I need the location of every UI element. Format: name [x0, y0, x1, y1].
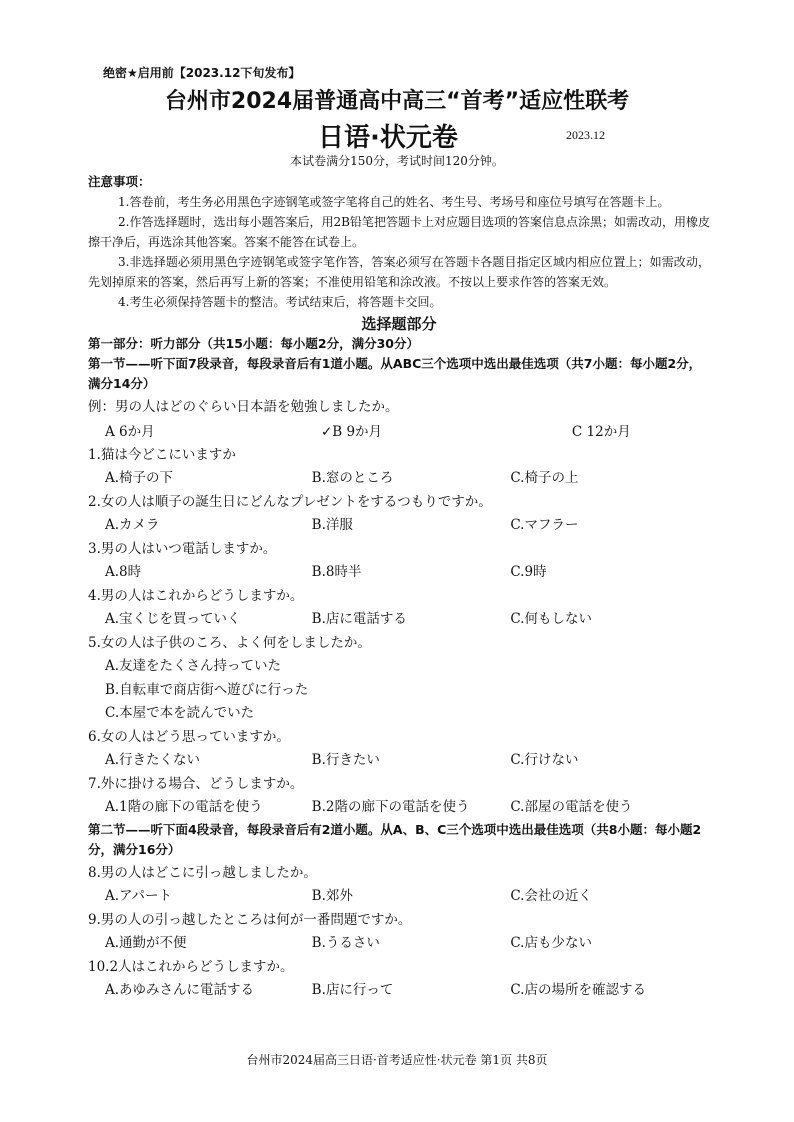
- q7-option-c: C.部屋の電話を使う: [510, 799, 633, 815]
- q9-option-a: A.通勤が不便: [105, 935, 187, 951]
- q6-option-b: B.行きたい: [311, 752, 380, 768]
- confidential-label: 绝密★启用前【2023.12下旬发布】: [103, 66, 301, 80]
- q6-option-c: C.行けない: [510, 752, 579, 768]
- question-8: 8.男の人はどこに引っ越しましたか。: [88, 864, 317, 881]
- question-10: 10.2人はこれからどうしますか。: [88, 958, 294, 975]
- exam-date: 2023.12: [566, 128, 605, 142]
- q4-option-b: B.店に電話する: [311, 611, 407, 627]
- example-option-c: C 12か月: [571, 423, 631, 440]
- q8-option-c: C.会社の近く: [510, 888, 592, 904]
- q7-option-a: A.1階の廊下の電話を使う: [105, 799, 263, 815]
- q3-option-b: B.8時半: [311, 564, 362, 580]
- q7-option-b: B.2階の廊下の電話を使う: [311, 799, 470, 815]
- page-footer: 台州市2024届高三日语·首考适应性·状元卷 第1页 共8页: [246, 1053, 548, 1067]
- question-2: 2.女の人は順子の誕生日にどんなプレゼントをするつもりですか。: [88, 493, 492, 510]
- q5-option-c: C.本屋で本を読んでいた: [105, 705, 255, 721]
- question-list: [88, 396, 710, 820]
- question-2-options: [88, 514, 710, 538]
- q10-option-c: C.店の場所を確認する: [510, 982, 646, 998]
- q5-option-a: A.友達をたくさん持っていた: [105, 658, 282, 674]
- q9-option-c: C.店も少ない: [510, 935, 592, 951]
- question-3: 3.男の人はいつ電話しますか。: [88, 540, 277, 557]
- q10-option-b: B.店に行って: [311, 982, 394, 998]
- q2-option-a: A.カメラ: [105, 517, 160, 533]
- q1-option-c: C.椅子の上: [510, 470, 579, 486]
- q2-option-c: C.マフラー: [510, 517, 579, 533]
- score-line: 本试卷满分150分，考试时间120分钟。: [290, 154, 504, 168]
- example-question: 例：男の人はどのぐらい日本語を勉強しましたか。: [88, 399, 399, 415]
- question-7: 7.外に掛ける場合、どうしますか。: [88, 775, 304, 792]
- q5-option-b: B.自転車で商店街へ遊びに行った: [105, 681, 309, 698]
- notice-item-2: 2.作答选择题时，选出每小题答案后，用2B铅笔把答题卡上对应题目选项的答案信息点涂黑；如需改动，用橡皮擦干净后，再选涂其他答案。答案不能答在试卷上。: [88, 215, 710, 249]
- q1-option-b: B.窓のところ: [311, 470, 394, 486]
- question-9: 9.男の人の引っ越したところは何が一番問題ですか。: [88, 911, 412, 928]
- check-mark-icon: ✓: [320, 423, 333, 440]
- question-list-2: [88, 862, 710, 1003]
- notice-title: 注意事项：: [88, 174, 151, 189]
- q2-option-b: B.洋服: [311, 517, 353, 533]
- q3-option-a: A.8時: [105, 564, 142, 580]
- example-option-b-label: B 9か月: [332, 423, 383, 440]
- question-10-options: [88, 979, 710, 1003]
- question-6-options: [88, 749, 710, 773]
- exam-content: [88, 172, 710, 1003]
- question-4-options: [88, 608, 710, 632]
- example-option-b: [321, 420, 572, 444]
- q1-option-a: A.椅子の下: [105, 470, 174, 486]
- q10-option-a: A.あゆみさんに電話する: [105, 982, 255, 998]
- example-option-a: A 6か月: [105, 423, 155, 440]
- notice-item-4: 4.考生必须保持答题卡的整洁。考试结束后，将答题卡交回。: [118, 295, 442, 309]
- question-9-options: [88, 932, 710, 956]
- exam-subtitle: 日语·状元卷: [318, 123, 458, 153]
- part1-title: 第一部分：听力部分（共15小题：每小题2分，满分30分）: [88, 336, 419, 351]
- q8-option-a: A.アパート: [105, 888, 172, 904]
- q6-option-a: A.行きたくない: [105, 752, 201, 768]
- question-1-options: [88, 467, 710, 491]
- example-options: [88, 420, 710, 444]
- q4-option-c: C.何もしない: [510, 611, 592, 627]
- q4-option-a: A.宝くじを買っていく: [105, 611, 241, 627]
- exam-title: 台州市2024届普通高中高三“首考”适应性联考: [164, 89, 630, 114]
- notice-item-3: 3.非选择题必须用黑色字迹钢笔或签字笔作答，答案必须写在答题卡各题目指定区域内相应位置上；如需改动，先划掉原来的答案，然后再写上新的答案；不准使用铅笔和涂改液。不按以上要求作答的答案无效。: [88, 255, 710, 289]
- question-7-options: [88, 796, 710, 820]
- q9-option-b: B.うるさい: [311, 935, 380, 951]
- notice-item-1: 1.答卷前，考生务必用黑色字迹钢笔或签字笔将自己的姓名、考生号、考场号和座位号填写在答题卡上。: [118, 195, 670, 209]
- q3-option-c: C.9時: [510, 564, 547, 580]
- question-3-options: [88, 561, 710, 585]
- question-6: 6.女の人はどう思っていますか。: [88, 728, 290, 745]
- part1-section1-title: 第一节——听下面7段录音，每段录音后有1道小题。从ABC三个选项中选出最佳选项（共7小题：每小题2分，满分14分）: [88, 356, 702, 391]
- question-1: 1.猫は今どこにいますか: [88, 446, 236, 463]
- question-5: 5.女の人は子供のころ、よく何をしましたか。: [88, 634, 371, 651]
- question-8-options: [88, 885, 710, 909]
- section-title: 选择题部分: [361, 315, 437, 333]
- question-4: 4.男の人はこれからどうしますか。: [88, 587, 304, 604]
- part1-section2-title: 第二节——听下面4段录音，每段录音后有2道小题。从A、B、C三个选项中选出最佳选项（共8小题：每小题2分，满分16分）: [88, 821, 702, 857]
- q8-option-b: B.郊外: [311, 888, 353, 904]
